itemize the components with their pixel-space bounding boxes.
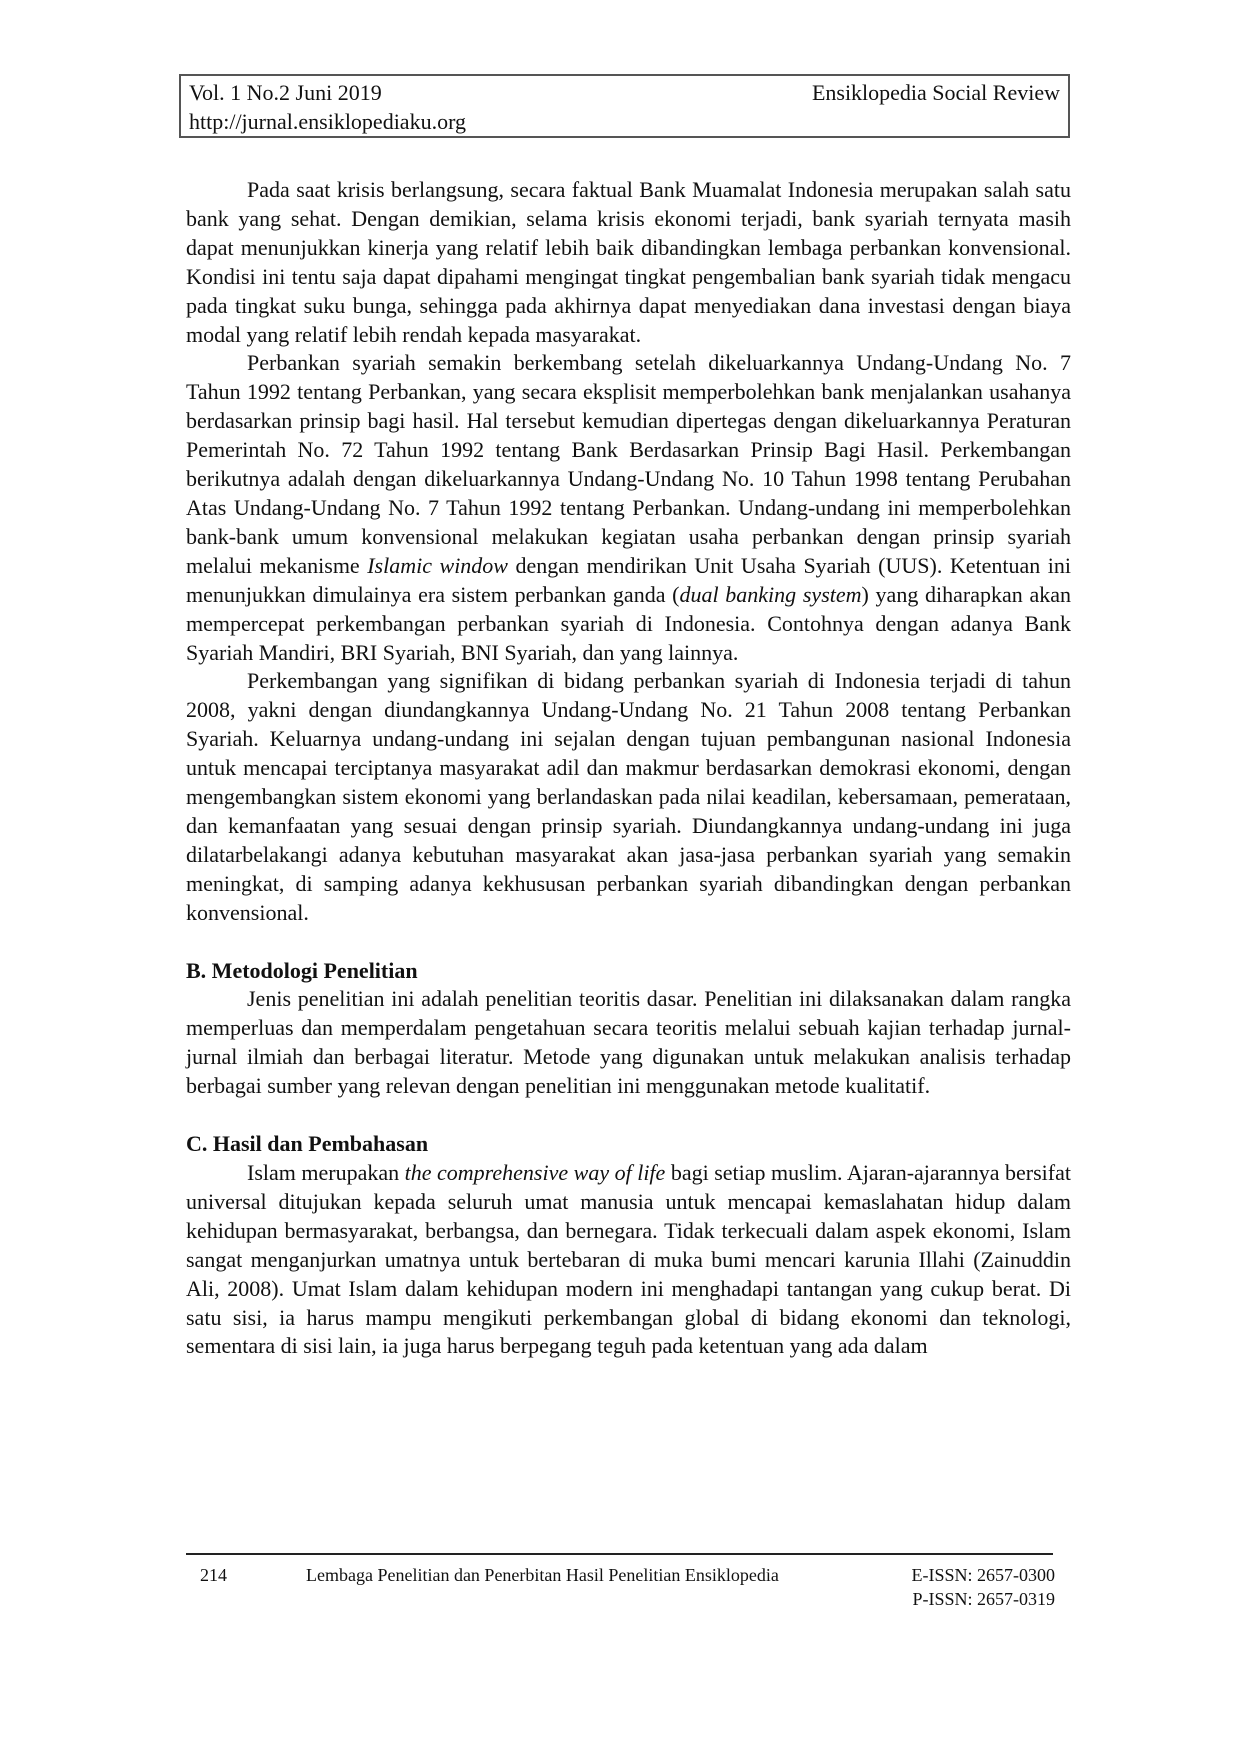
publisher-name: Lembaga Penelitian dan Penerbitan Hasil Penelitian Ensiklopedia — [306, 1565, 779, 1585]
paragraph-2-text-c: ) yang diharapkan akan mempercepat perkembangan perbankan syariah di Indonesia. Contohnya dengan adanya Bank Syariah Mandiri, BRI Syariah, BNI Syariah, dan yang lainnya. — [186, 581, 1071, 665]
section-gap — [186, 1101, 1071, 1130]
section-heading-methodology: B. Metodologi Penelitian — [186, 957, 418, 983]
italic-term-comprehensive-way: the comprehensive way of life — [404, 1160, 666, 1185]
italic-term-dual-banking: dual banking system — [679, 581, 862, 607]
italic-term-islamic-window: Islamic window — [367, 552, 508, 578]
paragraph-2 — [186, 349, 1071, 667]
running-header — [179, 74, 1070, 138]
paragraph-3: Perkembangan yang signifikan di bidang perbankan syariah di Indonesia terjadi di tahun 2008, yakni dengan diundangkannya Undang-Undang No. 21 Tahun 2008 tentang Perbankan Syariah. Keluarnya undang-undang ini sejalan dengan tujuan pembangunan nasional Indonesia untuk mencapai terciptanya masyarakat adil dan makmur berdasarkan demokrasi ekonomi, dengan mengembangkan sistem ekonomi yang berlandaskan pada nilai keadilan, kebersamaan, pemerataan, dan kemanfaatan yang sesuai dengan prinsip syariah. Diundangkannya undang-undang ini juga dilatarbelakangi adanya kebutuhan masyarakat akan jasa-jasa perbankan syariah yang semakin meningkat, di samping adanya kekhususan perbankan syariah dibandingkan dengan perbankan konvensional. — [186, 668, 1071, 925]
article-body — [186, 176, 1071, 1361]
section-gap — [186, 928, 1071, 957]
footer-divider — [186, 1553, 1053, 1555]
journal-name: Ensiklopedia Social Review — [811, 80, 1060, 105]
results-text-b: bagi setiap muslim. Ajaran-ajarannya bersifat universal ditujukan kepada seluruh umat manusia untuk mencapai kemaslahatan hidup dalam kehidupan bermasyarakat, berbangsa, dan bernegara. Tidak terkecuali dalam aspek ekonomi, Islam sangat menganjurkan umatnya untuk bertebaran di muka bumi mencari karunia Illahi (Zainuddin Ali, 2008). Umat Islam dalam kehidupan modern ini menghadapi tantangan yang cukup berat. Di satu sisi, ia harus mampu mengikuti perkembangan global di bidang ekonomi dan teknologi, sementara di sisi lain, ia juga harus berpegang teguh pada ketentuan yang ada dalam — [186, 1160, 1071, 1359]
section-heading-results: C. Hasil dan Pembahasan — [186, 1131, 429, 1157]
page-number: 214 — [200, 1565, 227, 1585]
header-row-bottom — [189, 107, 1060, 136]
e-issn: E-ISSN: 2657-0300 — [911, 1565, 1055, 1585]
results-text-a: Islam merupakan — [247, 1160, 405, 1185]
results-paragraph — [186, 1159, 1071, 1361]
methodology-paragraph: Jenis penelitian ini adalah penelitian teoritis dasar. Penelitian ini dilaksanakan dalam rangka memperluas dan memperdalam pengetahuan secara teoritis melalui sebuah kajian terhadap jurnal-jurnal ilmiah dan berbagai literatur. Metode yang digunakan untuk melakukan analisis terhadap berbagai sumber yang relevan dengan penelitian ini menggunakan metode kualitatif. — [186, 986, 1071, 1099]
paragraph-1: Pada saat krisis berlangsung, secara faktual Bank Muamalat Indonesia merupakan salah satu bank yang sehat. Dengan demikian, selama krisis ekonomi terjadi, bank syariah ternyata masih dapat menunjukkan kinerja yang relatif lebih baik dibandingkan lembaga perbankan konvensional. Kondisi ini tentu saja dapat dipahami mengingat tingkat pengembalian bank syariah tidak mengacu pada tingkat suku bunga, sehingga pada akhirnya dapat menyediakan dana investasi dengan biaya modal yang relatif lebih rendah kepada masyarakat. — [186, 177, 1071, 347]
paragraph-2-text-b: dengan mendirikan Unit Usaha Syariah (UUS). Ketentuan ini menunjukkan dimulainya era sistem perbankan ganda ( — [186, 552, 1072, 607]
journal-url[interactable]: http://jurnal.ensiklopediaku.org — [189, 109, 466, 134]
header-row-top — [189, 78, 1060, 107]
volume-issue: Vol. 1 No.2 Juni 2019 — [189, 80, 382, 105]
p-issn: P-ISSN: 2657-0319 — [912, 1589, 1055, 1609]
paragraph-2-text-a: Perbankan syariah semakin berkembang setelah dikeluarkannya Undang-Undang No. 7 Tahun 1992 tentang Perbankan, yang secara eksplisit memperbolehkan bank menjalankan usahanya berdasarkan prinsip bagi hasil. Hal tersebut kemudian dipertegas dengan dikeluarkannya Peraturan Pemerintah No. 72 Tahun 1992 tentang Bank Berdasarkan Prinsip Bagi Hasil. Perkembangan berikutnya adalah dengan dikeluarkannya Undang-Undang No. 10 Tahun 1998 tentang Perubahan Atas Undang-Undang No. 7 Tahun 1992 tentang Perbankan. Undang-undang ini memperbolehkan bank-bank umum konvensional melakukan kegiatan usaha perbankan dengan prinsip syariah melalui mekanisme — [186, 350, 1071, 578]
issn-block — [912, 1563, 1056, 1611]
